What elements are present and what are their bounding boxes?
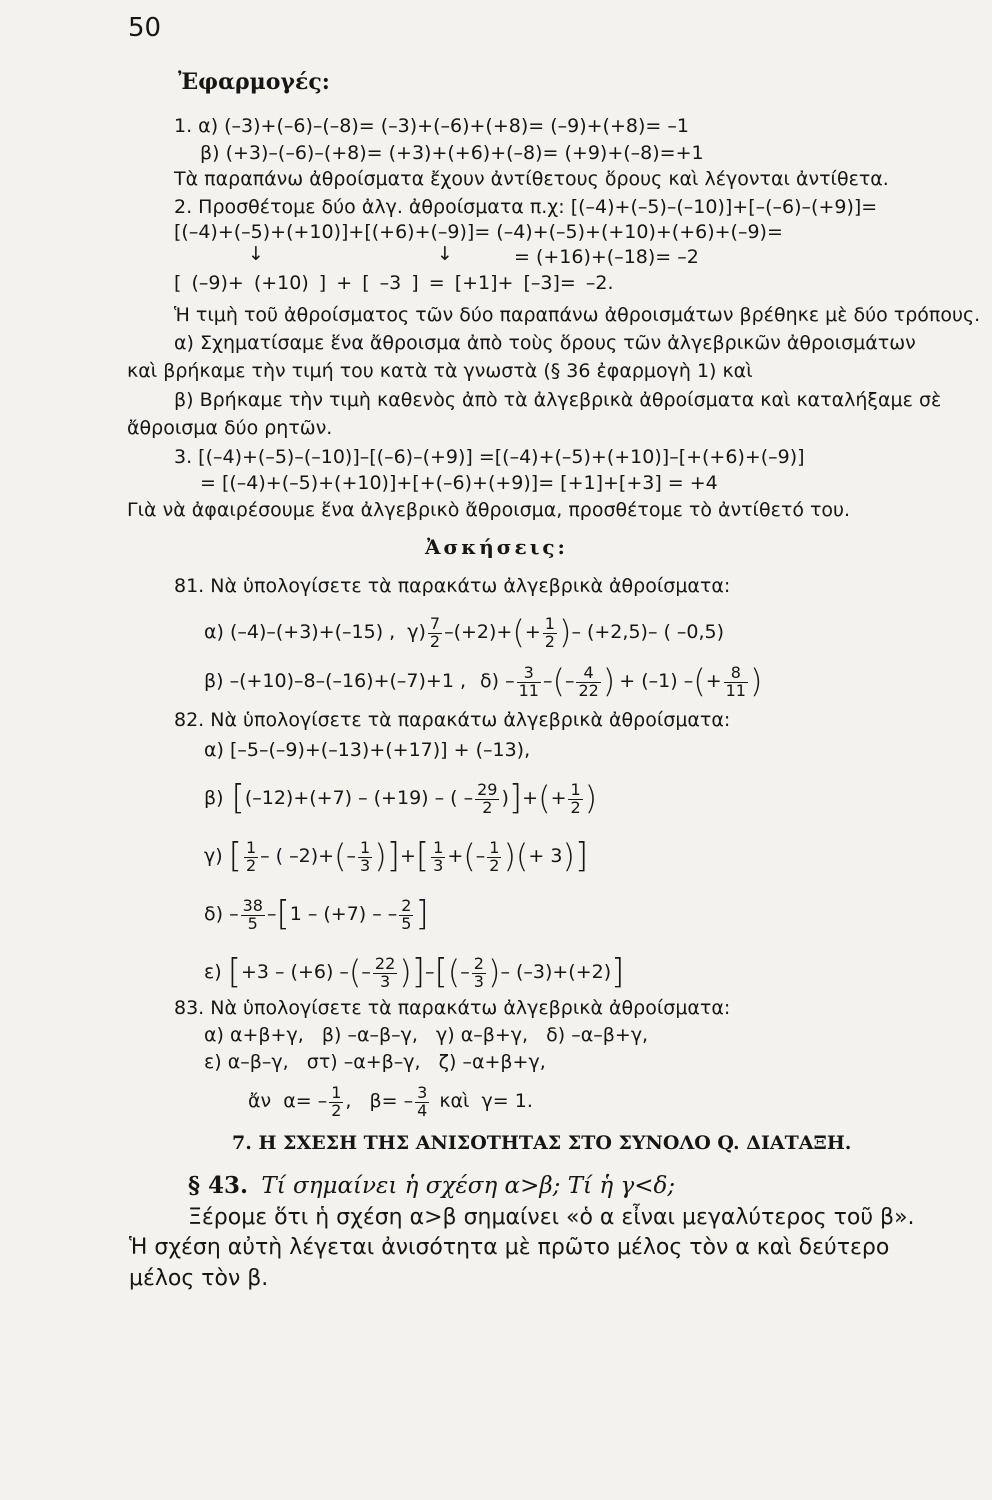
ex83-line-1: α) α+β+γ, β) –α–β–γ, γ) α–β+γ, δ) –α–β+γ, — [204, 1024, 649, 1046]
ex82-b: β) [ (–12)+(+7) – (+19) – ( – $\frac{29}{2}$ ) ] + ( + $\frac{1}{2}$ ) — [204, 778, 598, 819]
section-title: 7. Η ΣΧΕΣΗ ΤΗΣ ΑΝΙΣΟΤΗΤΑΣ ΣΤΟ ΣΥΝΟΛΟ Q. ΔΙΑΤΑΞΗ. — [232, 1132, 852, 1154]
ex82-e: ε) [ +3 – (+6) – ( – $\frac{22}{3}$ ) ] – [ ( – $\frac{2}{3}$ ) – (–3)+(+2) ] — [204, 952, 625, 993]
ex81-line-1: α) (–4)–(+3)+(–15) , γ) $\frac{7}{2}$ –(+2)+ ( + $\frac{1}{2}$ ) – (+2,5)– ( –0,5) — [204, 613, 725, 652]
app3-line-3: Γιὰ νὰ ἀφαιρέσουμε ἕνα ἀλγεβρικὸ ἄθροισμα, προσθέτομε τὸ ἀντίθετό του. — [127, 499, 851, 521]
fraction: $\frac{1}{2}$ — [544, 613, 555, 651]
ex82-g: γ) [ $\frac{1}{2}$ – ( –2)+ ( – $\frac{1}{3}$ ) ] + [ $\frac{1}{3}$ + ( – $\frac{1}{2}$ ) ( + 3 ) ] — [204, 836, 589, 877]
applications-heading: Ἐφαρμογές: — [178, 69, 330, 95]
app2-line-7: καὶ βρήκαμε τὴν τιμή του κατὰ τὰ γνωστὰ (§ 36 ἐφαρμογὴ 1) καὶ — [127, 360, 753, 382]
ex83-intro: 83. Νὰ ὑπολογίσετε τὰ παρακάτω ἀλγεβρικὰ ἀθροίσματα: — [174, 997, 731, 1019]
par43-heading: § 43. Τί σημαίνει ἡ σχέση α>β; Τί ἡ γ<δ; — [188, 1172, 676, 1199]
fraction: $\frac{22}{3}$ — [374, 953, 396, 991]
ex82-d: δ) – $\frac{38}{5}$ – [ 1 – (+7) – – $\frac{2}{5}$ ] — [204, 894, 429, 935]
fraction: $\frac{29}{2}$ — [477, 779, 498, 817]
fraction: $\frac{1}{2}$ — [489, 837, 500, 875]
fraction: $\frac{7}{2}$ — [429, 613, 441, 651]
app3-line-1: 3. [(–4)+(–5)–(–10)]–[(–6)–(+9)] =[(–4)+(–5)+(+10)]–[+(+6)+(–9)] — [174, 446, 805, 468]
par43-line-3: μέλος τὸν β. — [129, 1266, 269, 1291]
fraction: $\frac{1}{2}$ — [331, 1082, 342, 1120]
fraction: $\frac{8}{11}$ — [725, 662, 746, 700]
fraction: $\frac{38}{5}$ — [242, 895, 263, 933]
app2-line-2: [(–4)+(–5)+(+10)]+[(+6)+(–9)]= (–4)+(–5)+(+10)+(+6)+(–9)= — [174, 221, 783, 243]
ex83-line-2: ε) α–β–γ, στ) –α+β–γ, ζ) –α+β+γ, — [204, 1051, 546, 1073]
ex82-intro: 82. Νὰ ὑπολογίσετε τὰ παρακάτω ἀλγεβρικὰ ἀθροίσματα: — [174, 709, 731, 731]
fraction: $\frac{1}{2}$ — [245, 837, 257, 875]
par43-line-1: Ξέρομε ὅτι ἡ σχέση α>β σημαίνει «ὁ α εἶναι μεγαλύτερος τοῦ β». — [188, 1205, 915, 1230]
ex81-intro: 81. Νὰ ὑπολογίσετε τὰ παρακάτω ἀλγεβρικὰ ἀθροίσματα: — [174, 575, 731, 597]
app2-line-1: 2. Προσθέτομε δύο ἀλγ. ἀθροίσματα π.χ: [(–4)+(–5)–(–10)]+[–(–6)–(+9)]= — [174, 196, 878, 218]
fraction: $\frac{1}{3}$ — [433, 837, 444, 875]
par43-line-2: Ἡ σχέση αὐτὴ λέγεται ἀνισότητα μὲ πρῶτο μέλος τὸν α καὶ δεύτερο — [129, 1235, 890, 1260]
down-arrow-icon: ↓ — [437, 243, 453, 265]
app2-line-9: ἄθροισμα δύο ρητῶν. — [127, 417, 333, 439]
app2-line-5: Ἡ τιμὴ τοῦ ἀθροίσματος τῶν δύο παραπάνω ἀθροισμάτων βρέθηκε μὲ δύο τρόπους. — [174, 304, 981, 326]
fraction: $\frac{3}{11}$ — [518, 662, 539, 700]
fraction: $\frac{1}{2}$ — [570, 779, 581, 817]
page-number: 50 — [128, 13, 162, 43]
app2-line-6: α) Σχηματίσαμε ἕνα ἄθροισμα ἀπὸ τοὺς ὅρους τῶν ἀλγεβρικῶν ἀθροισμάτων — [174, 332, 916, 354]
fraction: $\frac{2}{5}$ — [401, 895, 412, 933]
fraction: $\frac{2}{3}$ — [473, 953, 484, 991]
ex82-a: α) [–5–(–9)+(–13)+(+17)] + (–13), — [204, 739, 531, 761]
app2-line-8: β) Βρήκαμε τὴν τιμὴ καθενὸς ἀπὸ τὰ ἀλγεβρικὰ ἀθροίσματα καὶ καταλήξαμε σὲ — [174, 389, 942, 411]
app1-line-b: β) (+3)–(–6)–(+8)= (+3)+(+6)+(–8)= (+9)+(–8)=+1 — [200, 142, 704, 164]
app2-line-4: [ (–9)+ (+10) ] + [ –3 ] = [+1]+ [–3]= –2. — [174, 272, 614, 294]
app1-note: Τὰ παραπάνω ἀθροίσματα ἔχουν ἀντίθετους ὅρους καὶ λέγονται ἀντίθετα. — [174, 168, 889, 190]
fraction: $\frac{3}{4}$ — [417, 1082, 428, 1120]
ex81-line-2: β) –(+10)–8–(–16)+(–7)+1 , δ) – $\frac{3}{11}$ – ( – $\frac{4}{22}$ ) + (–1) – ( + $\frac{8}{11}$ ) — [204, 662, 763, 701]
app3-line-2: = [(–4)+(–5)+(+10)]+[+(–6)+(+9)]= [+1]+[+3] = +4 — [200, 472, 718, 494]
app1-line-a: 1. α) (–3)+(–6)–(–8)= (–3)+(–6)+(+8)= (–9)+(+8)= –1 — [174, 115, 689, 137]
exercises-heading: Ἀσκήσεις: — [425, 535, 568, 559]
ex83-line-3: ἄν α= – $\frac{1}{2}$ , β= – $\frac{3}{4}$ καὶ γ= 1. — [248, 1082, 533, 1120]
down-arrow-icon: ↓ — [248, 243, 264, 265]
app2-line-3: = (+16)+(–18)= –2 — [514, 246, 699, 268]
fraction: $\frac{1}{3}$ — [360, 837, 371, 875]
fraction: $\frac{4}{22}$ — [578, 662, 599, 700]
